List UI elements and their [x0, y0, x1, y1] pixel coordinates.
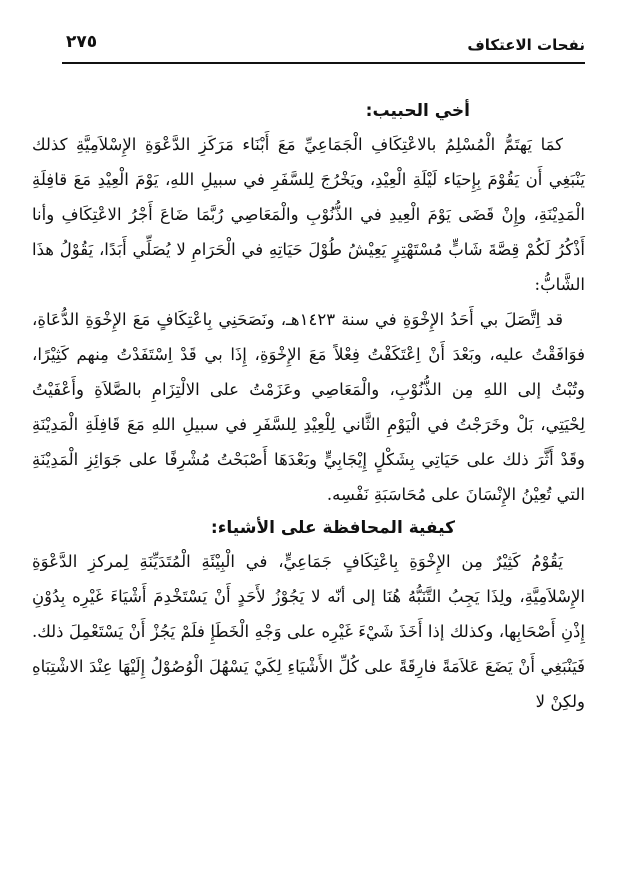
header-rule	[62, 62, 585, 64]
page-body	[32, 95, 585, 719]
paragraph-belongings: يَقُوْمُ كَثِيْرٌ مِن الإِخْوَةِ بِاعْتِكَافٍ جَمَاعِيٍّ، في الْبِيْئَةِ الْمُتَدَيِّنَةِ لِمركزِ الدَّعْوَةِ الإِسْلاَمِيَّةِ، ولِذَا يَجِبُ التَّنَبُّهُ هُنَا إلى أنّه لا يَجُوْزُ لأَحَدٍ أَنْ يَسْتَخْدِمَ أَشْيَاءَ غَيْرِه بِدُوْنِ إِذْنِ أَصْحَابِها، وكذلك إذا أَخَذَ شَيْءَ غَيْرِه على وَجْهِ الْخَطَإِ فلَمْ يَجُزْ أَنْ يَسْتَعْمِلَ ذلك. فَيَنْبَغِي أَنْ يَضَعَ عَلاَمَةً فارِقَةً على كُلِّ الأَشْيَاءِ لِكَيْ يَسْهُلَ الْوُصُوْلُ إِلَيْهَا عِنْدَ الاشْتِبَاهِ ولكِنْ لا	[32, 552, 585, 711]
page-number: ٢٧٥	[66, 32, 98, 52]
paragraph-itikaf-intro: كمَا يَهتَمُّ الْمُسْلِمُ بالاعْتِكَافِ الْجَمَاعِيِّ مَعَ أَبْنَاء مَرَكَزِ الدَّعْوَةِ الإِسْلاَمِيَّةِ كذلك يَنْبَغِي أَن يَقُوْمَ بِإِحيَاء لَيْلَةِ الْعِيْدِ، ويَخْرُجَ لِلسَّفَرِ في سبيلِ اللهِ، يَوْمَ الْعِيْدِ مَعَ قافِلَةِ الْمَدِيْنَةِ، وإِنْ قَضَى يَوْمَ الْعِيدِ في الذُّنُوْبِ والْمَعَاصِي رُبَّمَا ضَاعَ أَجْرُ الاعْتِكَافِ وأنا أَذْكُرُ لَكُمْ قِصَّةَ شَابٍّ مُسْتَهْتِرٍ يَعِيْشُ طُوْلَ حَيَاتِهِ في الْحَرَامِ لا يُصَلِّي أَبَدًا، يَقُوْلُ هذَا الشَّابُّ:	[32, 135, 585, 294]
section-heading-dear-brother: أخي الحبيب:	[365, 101, 470, 121]
section-heading-preserving-belongings: كيفية المحافظة على الأشياء:	[210, 518, 455, 538]
page-header	[62, 30, 585, 64]
paragraph-young-man-story: قد اِتَّصَلَ بي أَحَدُ الإِخْوَةِ في سنة ١٤٢٣هـ، ونَصَحَنِي بِاعْتِكَافٍ مَعَ الإِخْوَةِ الدُّعَاةِ، فوَافَقْتُ عليه، وبَعْدَ أَنْ اِعْتَكَفْتُ فِعْلاً مَعَ الإِخْوَةِ، إِذَا بي قَدْ اِسْتَفَدْتُ مِنهم كَثِيْرًا، وتُبْتُ إلى اللهِ مِن الذُّنُوْبِ، والْمَعَاصِي وعَزَمْتُ على الالْتِزَامِ بالصَّلاَةِ وأَعْفَيْتُ لِحْيَتِي، بَلْ وخَرَجْتُ في الْيَوْمِ الثَّاني لِلْعِيْدِ لِلسَّفَرِ في سبيلِ اللهِ مَعَ قَافِلَةِ الْمَدِيْنَةِ وقَدْ أَثَّرَ ذلك على حَيَاتِي بِشَكْلٍ إِيْجَابِيٍّ وبَعْدَهَا أَصْبَحْتُ مُشْرِفًا على جَوَائِزِ الْمَدِيْنَةِ التي تُعِيْنُ الإِنْسَانَ على مُحَاسَبَةِ نَفْسِه.	[32, 310, 585, 504]
running-title: نفحات الاعتكاف	[467, 36, 585, 54]
